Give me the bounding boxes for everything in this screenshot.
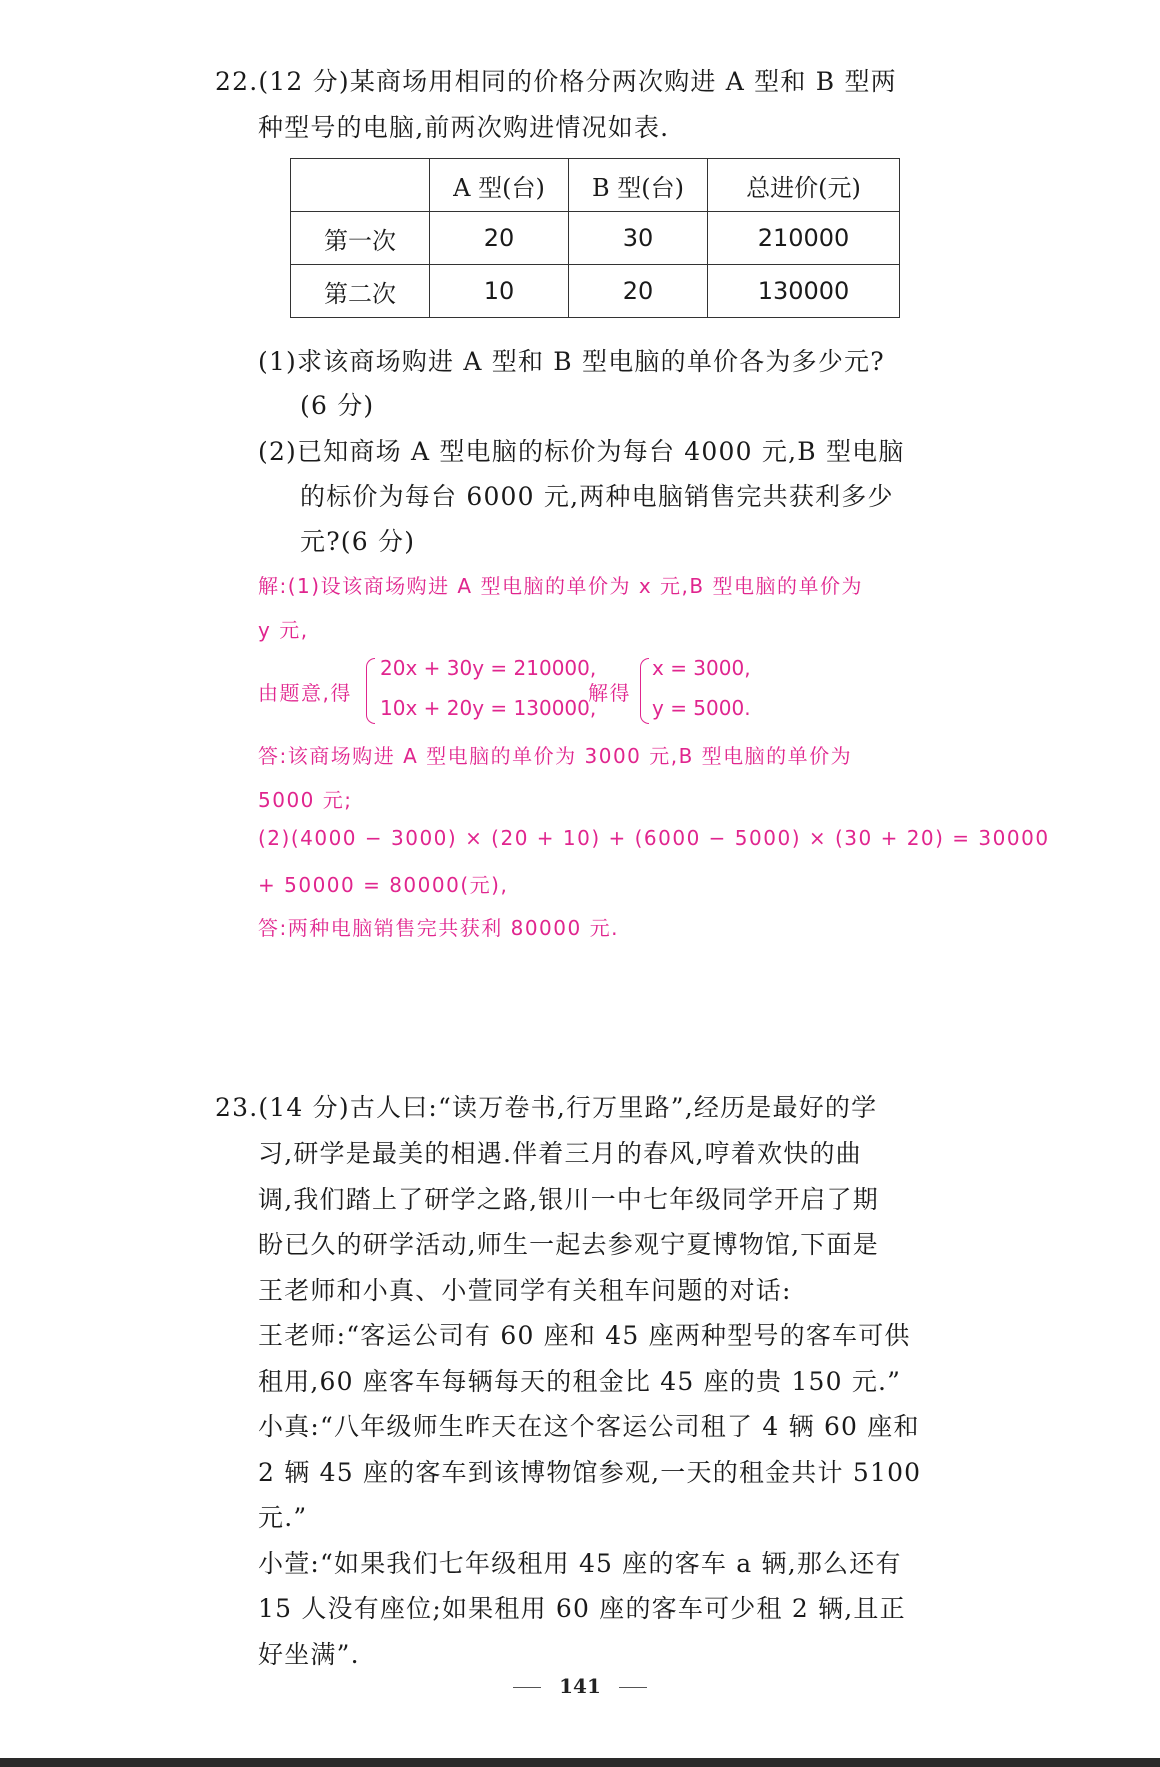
table-header-cell <box>291 159 430 212</box>
table-cell: 第二次 <box>291 265 430 318</box>
q23-line-5: 王老师和小真、小萱同学有关租车问题的对话: <box>258 1276 792 1305</box>
equation-1: 20x + 30y = 210000, <box>380 656 597 680</box>
table-cell: 210000 <box>708 212 900 265</box>
solution-line-2: y 元, <box>258 618 309 642</box>
q22-text-line-2: 种型号的电脑,前两次购进情况如表. <box>258 113 670 142</box>
q23-line-7: 租用,60 座客车每辆每天的租金比 45 座的贵 150 元.” <box>258 1367 902 1396</box>
q22-part2-line-2: 的标价为每台 6000 元,两种电脑销售完共获利多少 <box>300 482 894 511</box>
part2-calc-line-2: + 50000 = 80000(元), <box>258 873 509 897</box>
result-x: x = 3000, <box>652 656 751 680</box>
table-header-cell: 总进价(元) <box>708 159 900 212</box>
table-header-cell: A 型(台) <box>430 159 569 212</box>
q23-line-12: 15 人没有座位;如果租用 60 座的客车可少租 2 辆,且正 <box>258 1594 906 1623</box>
answer-line-1: 答:该商场购进 A 型电脑的单价为 3000 元,B 型电脑的单价为 <box>258 744 853 768</box>
table-cell: 130000 <box>708 265 900 318</box>
table-cell: 第一次 <box>291 212 430 265</box>
table-cell: 10 <box>430 265 569 318</box>
q22-part2-line-1: (2)已知商场 A 型电脑的标价为每台 4000 元,B 型电脑 <box>258 437 905 466</box>
q23-line-3: 调,我们踏上了研学之路,银川一中七年级同学开启了期 <box>258 1185 879 1214</box>
q23-line-11: 小萱:“如果我们七年级租用 45 座的客车 a 辆,那么还有 <box>258 1549 902 1578</box>
solution-given-label: 由题意,得 <box>258 681 352 705</box>
q22-part1-line-1: (1)求该商场购进 A 型和 B 型电脑的单价各为多少元? <box>258 347 885 376</box>
table-row <box>291 265 900 318</box>
equation-2: 10x + 20y = 130000, <box>380 696 597 720</box>
page-number <box>0 1674 1160 1698</box>
page-number-text: 141 <box>559 1674 601 1698</box>
q23-line-1: 23.(14 分)古人曰:“读万卷书,行万里路”,经历是最好的学 <box>215 1093 878 1122</box>
table-header-row <box>291 159 900 212</box>
part2-calc-line-1: (2)(4000 − 3000) × (20 + 10) + (6000 − 5000) × (30 + 20) = 30000 <box>258 826 1050 850</box>
table-cell: 20 <box>569 265 708 318</box>
table-cell: 20 <box>430 212 569 265</box>
left-brace-system-1 <box>366 658 375 724</box>
bottom-edge-bar <box>0 1758 1160 1767</box>
divider <box>619 1687 647 1688</box>
q22-part1-line-2: (6 分) <box>300 391 375 420</box>
q23-line-13: 好坐满”. <box>258 1640 360 1669</box>
q22-part2-line-3: 元?(6 分) <box>300 527 416 556</box>
q23-line-6: 王老师:“客运公司有 60 座和 45 座两种型号的客车可供 <box>258 1321 911 1350</box>
answer-line-3: 答:两种电脑销售完共获利 80000 元. <box>258 916 619 940</box>
purchase-table <box>290 158 900 318</box>
table-row <box>291 212 900 265</box>
result-y: y = 5000. <box>652 696 751 720</box>
q23-line-8: 小真:“八年级师生昨天在这个客运公司租了 4 辆 60 座和 <box>258 1412 920 1441</box>
q23-line-2: 习,研学是最美的相遇.伴着三月的春风,哼着欢快的曲 <box>258 1139 862 1168</box>
q23-line-4: 盼已久的研学活动,师生一起去参观宁夏博物馆,下面是 <box>258 1230 879 1259</box>
divider <box>513 1687 541 1688</box>
q22-text-line-1: 22.(12 分)某商场用相同的价格分两次购进 A 型和 B 型两 <box>215 67 897 96</box>
solution-line-1: 解:(1)设该商场购进 A 型电脑的单价为 x 元,B 型电脑的单价为 <box>258 574 863 598</box>
answer-line-2: 5000 元; <box>258 788 353 812</box>
solve-label: 解得 <box>588 681 631 705</box>
table-header-cell: B 型(台) <box>569 159 708 212</box>
q23-line-10: 元.” <box>258 1503 308 1532</box>
left-brace-system-2 <box>640 658 649 724</box>
table-cell: 30 <box>569 212 708 265</box>
q23-line-9: 2 辆 45 座的客车到该博物馆参观,一天的租金共计 5100 <box>258 1458 922 1487</box>
